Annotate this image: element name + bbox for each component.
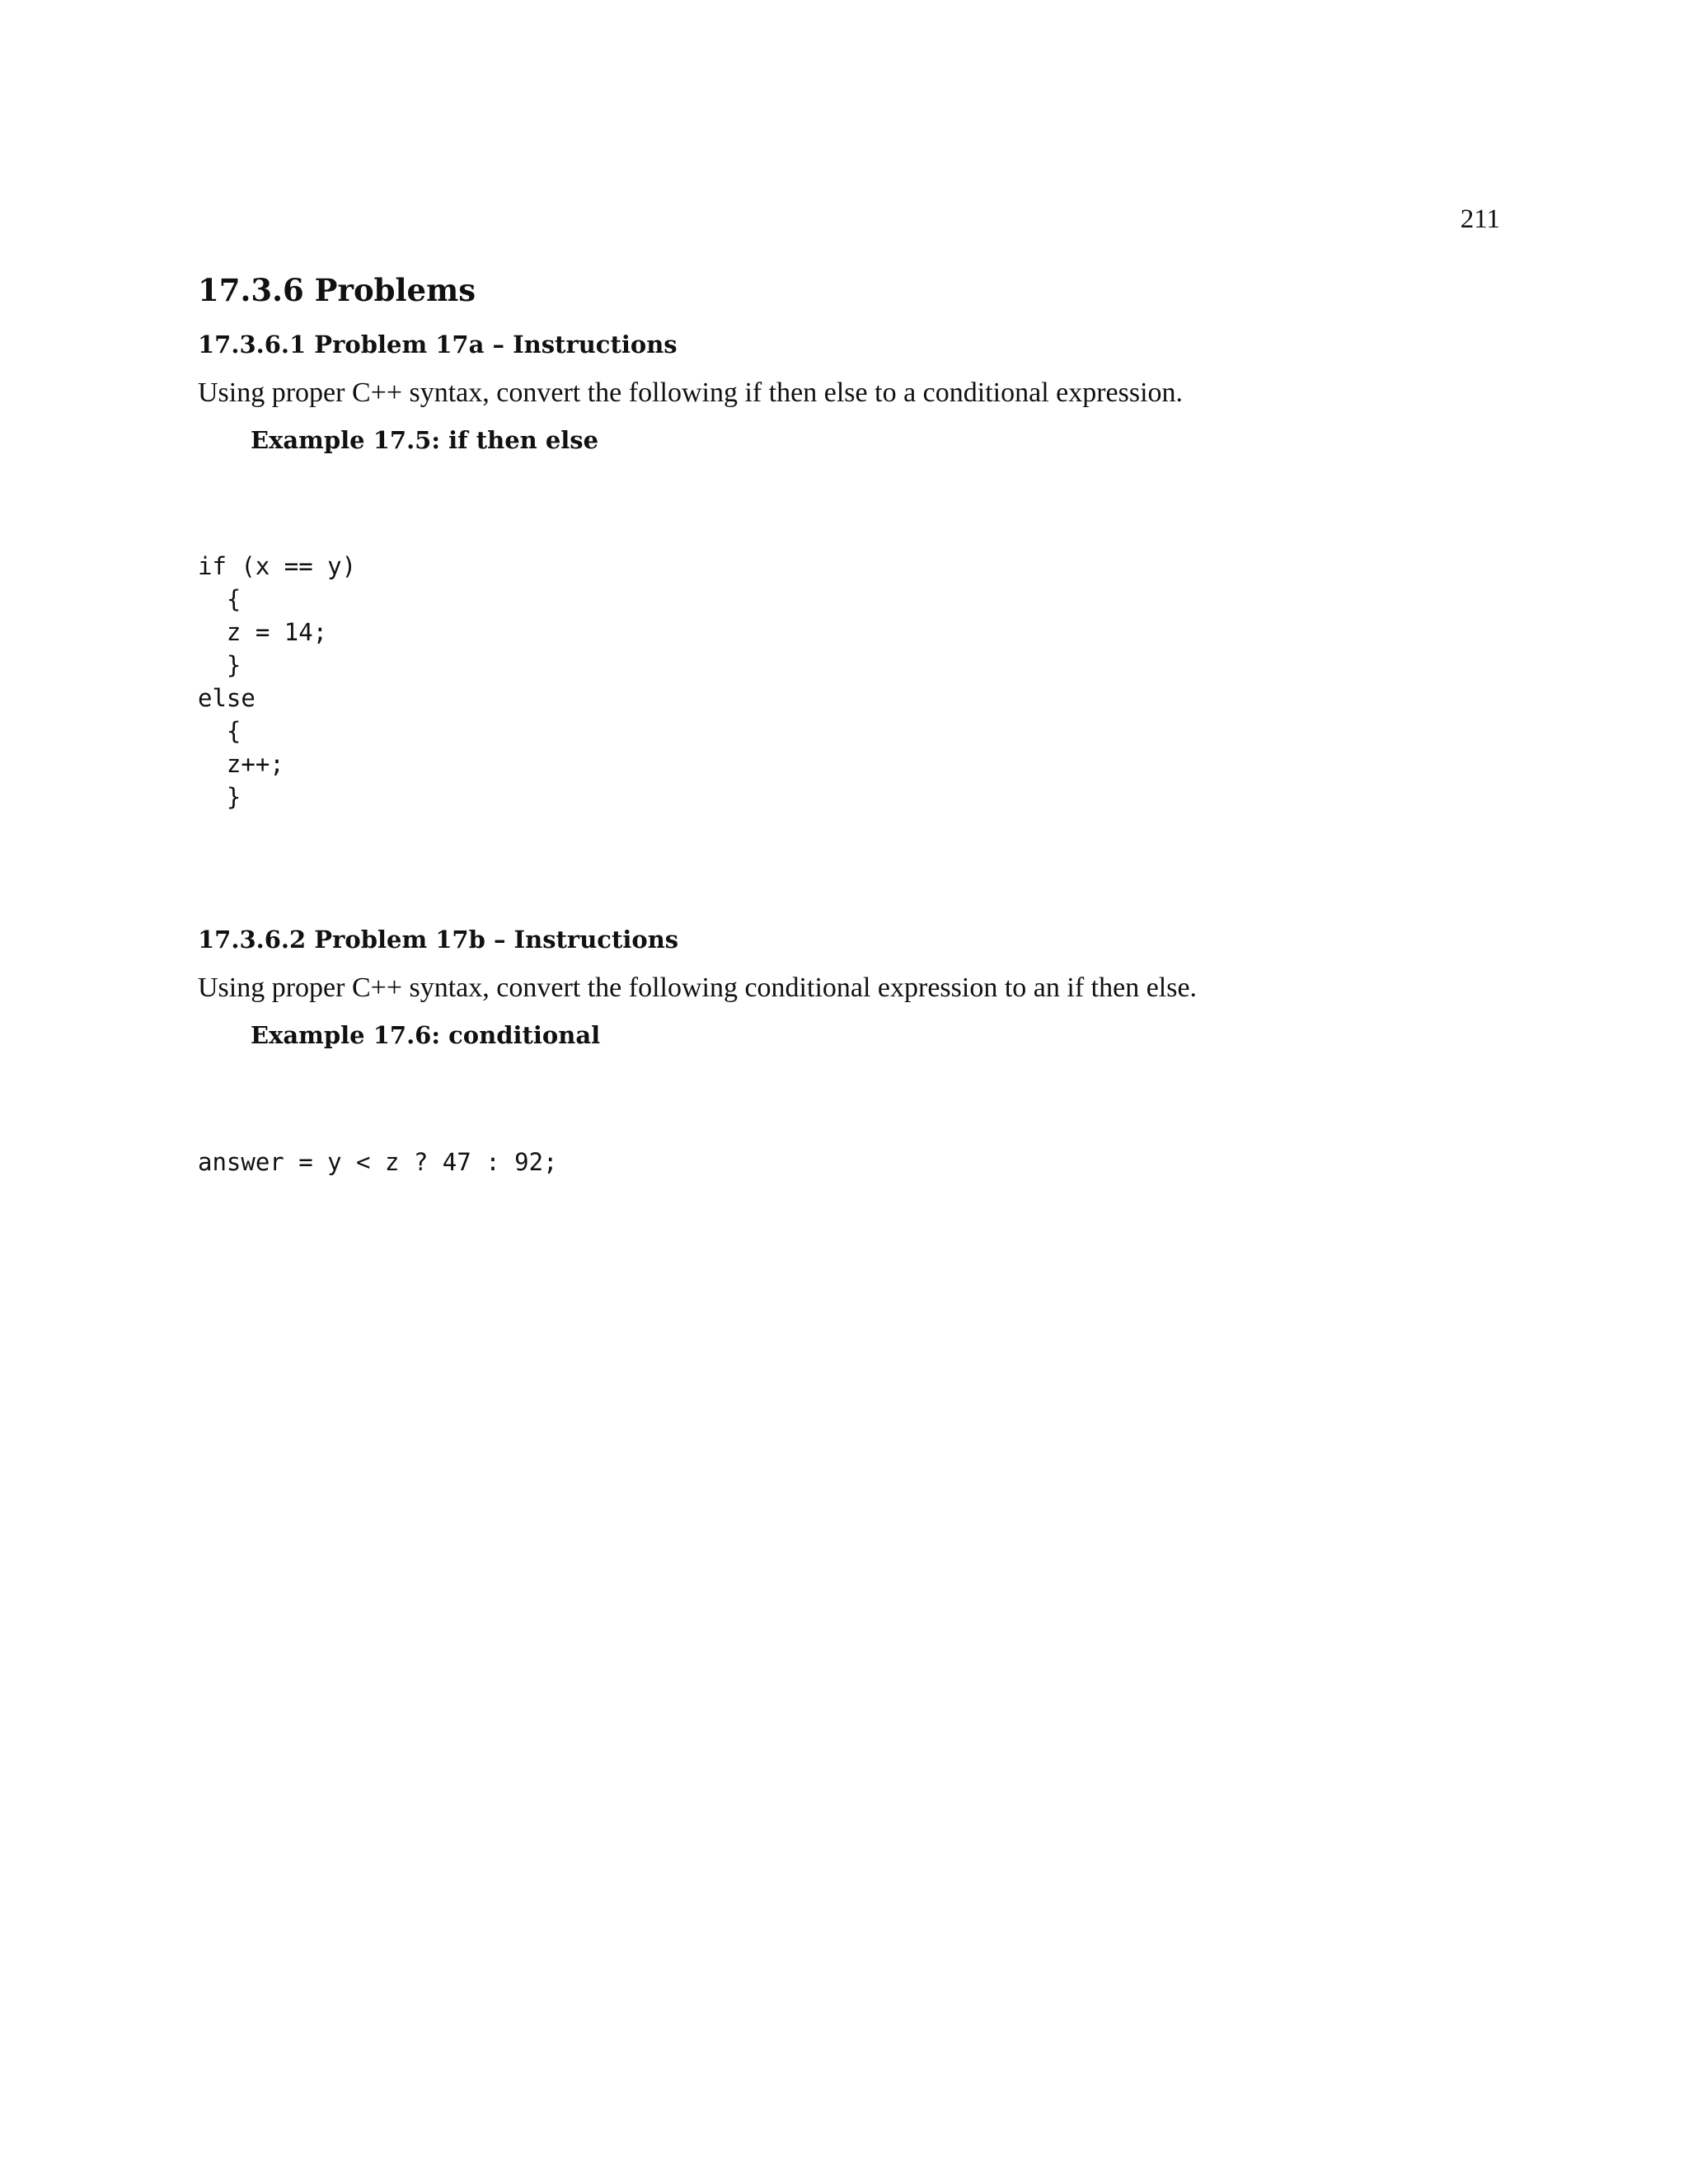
code-line: answer = y < z ? 47 : 92; <box>198 1148 558 1176</box>
problem-17b-instructions: Using proper C++ syntax, convert the following conditional expression to an if then else. <box>198 972 1198 1003</box>
example-17-5-code <box>198 550 356 813</box>
example-17-5-caption: Example 17.5: if then else <box>251 426 599 454</box>
problem-17b-heading: 17.3.6.2 Problem 17b – Instructions <box>198 926 679 954</box>
code-line: } <box>198 783 241 811</box>
code-line: { <box>198 717 241 745</box>
code-line: if (x == y) <box>198 552 357 580</box>
code-line: else <box>198 684 256 712</box>
example-17-6-code <box>198 1146 558 1179</box>
code-line: z++; <box>198 750 284 778</box>
example-17-6-caption: Example 17.6: conditional <box>251 1021 601 1049</box>
code-line: } <box>198 651 241 679</box>
problem-17a-instructions: Using proper C++ syntax, convert the following if then else to a conditional expression. <box>198 377 1184 408</box>
code-line: { <box>198 585 241 613</box>
page-number: 211 <box>1460 204 1500 234</box>
problem-17a-heading: 17.3.6.1 Problem 17a – Instructions <box>198 330 678 359</box>
code-line: z = 14; <box>198 618 328 646</box>
section-heading: 17.3.6 Problems <box>198 272 476 308</box>
